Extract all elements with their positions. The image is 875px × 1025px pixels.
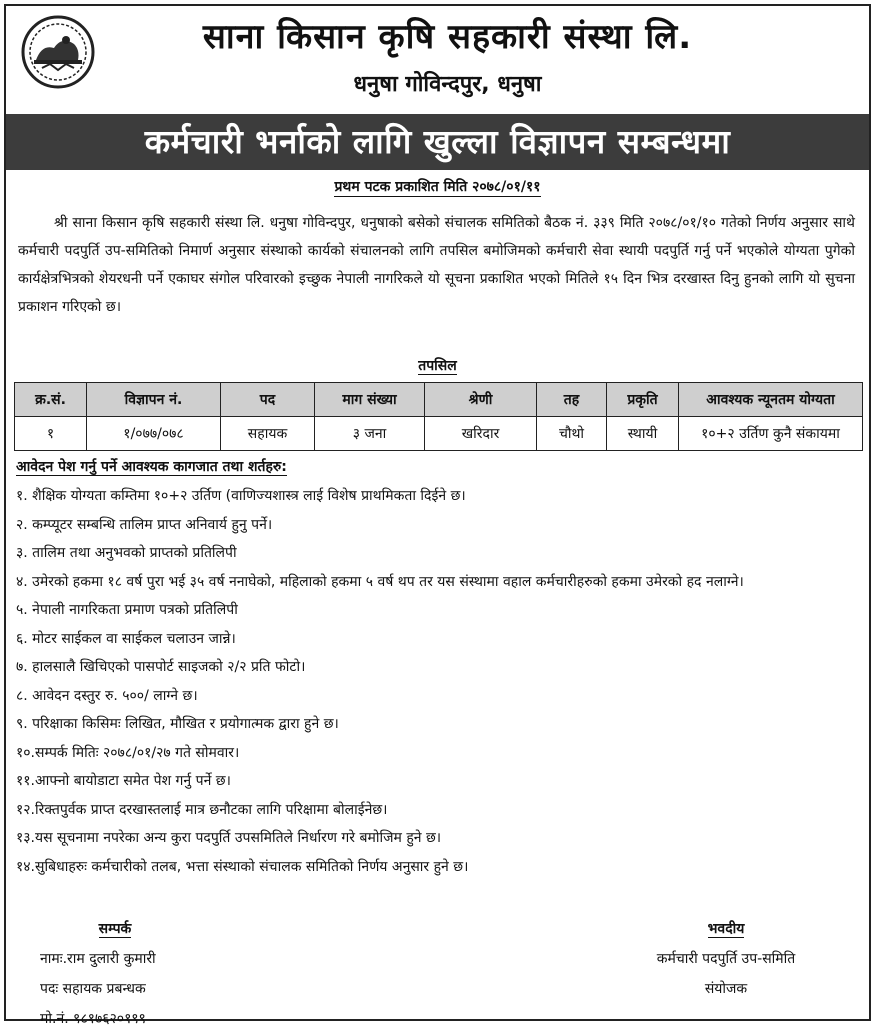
signoff-role: संयोजक [704, 981, 748, 997]
contact-post: पदः सहायक प्रबन्धक [40, 981, 146, 997]
cell-ad-number: १/०७७/०७८ [87, 417, 221, 451]
col-category: श्रेणी [425, 383, 537, 417]
col-ad-number: विज्ञापन नं. [87, 383, 221, 417]
header [6, 6, 869, 112]
intro-paragraph: श्री साना किसान कृषि सहकारी संस्था लि. धनुषा गोविन्दपुर, धनुषाको बसेको संचालक समितिको बैठक नं. ३३९ मिति २०७८/०१/१० गतेको निर्णय अनुसार साथे कर्मचारी पदपुर्ति उप-समितिको निमार्ण अनुसार संस्थाको कार्यको संचालनको लागि तपसिल बमोजिमको कर्मचारी सेवा स्थायी पदपुर्ति गर्नु पर्ने भएकोले योग्यता पुगेको कार्यक्षेत्रभित्रको शेयरधनी पर्ने एकाघर संगोल परिवारको इच्छुक नेपाली नागरिकले यो सूचना प्रकाशित भएको मितिले १५ दिन भित्र दरखास्त दिनु हुनको लागि यो सुचना प्रकाशन गरिएको छ। [18, 215, 855, 315]
notice-page [4, 4, 871, 1025]
contact-phone: मो.नं. ९८१७६२०१९९ [40, 1011, 146, 1025]
col-serial: क्र.सं. [15, 383, 87, 417]
col-post: पद [221, 383, 315, 417]
list-item: ३. तालिम तथा अनुभवको प्राप्तको प्रतिलिपी [16, 545, 237, 561]
cell-serial: १ [15, 417, 87, 451]
col-qualification: आवश्यक न्यूनतम योग्यता [679, 383, 863, 417]
organization-name: साना किसान कृषि सहकारी संस्था लि. [202, 17, 693, 57]
table-row [15, 417, 863, 451]
list-item: ५. नेपाली नागरिकता प्रमाण पत्रको प्रतिलिपी [16, 602, 238, 618]
vacancy-table [14, 382, 863, 451]
signoff-heading: भवदीय [707, 921, 745, 937]
list-item: ४. उमेरको हकमा १८ वर्ष पुरा भई ३५ वर्ष ननाघेको, महिलाको हकमा ५ वर्ष थप तर यस संस्थामा वहाल कर्मचारीहरुको हकमा उमेरको हद नलाग्ने। [16, 573, 744, 590]
list-item: १३.यस सूचनामा नपरेका अन्य कुरा पदपुर्ति उपसमितिले निर्धारण गरे बमोजिम हुने छ। [16, 830, 442, 846]
cell-demand: ३ जना [315, 417, 425, 451]
contact-heading: सम्पर्क [98, 921, 132, 937]
list-item: ७. हालसालै खिचिएको पासपोर्ट साइजको २/२ प्रति फोटो। [16, 659, 306, 675]
cell-level: चौथो [537, 417, 607, 451]
cell-post: सहायक [221, 417, 315, 451]
table-caption: तपसिल [418, 358, 457, 374]
cell-category: खरिदार [425, 417, 537, 451]
list-item: १४.सुबिधाहरुः कर्मचारीको तलब, भत्ता संस्थाको संचालक समितिको निर्णय अनुसार हुने छ। [16, 858, 469, 875]
list-item: १२.रिक्तपुर्वक प्राप्त दरखास्तलाई मात्र छनौटका लागि परिक्षामा बोलाईनेछ। [16, 801, 388, 818]
list-item: ६. मोटर साईकल वा साईकल चलाउन जान्ने। [16, 630, 236, 647]
cell-qualification: १०+२ उर्तिण कुनै संकायमा [679, 417, 863, 451]
list-item: १. शैक्षिक योग्यता कम्तिमा १०+२ उर्तिण (वाणिज्यशास्त्र लाई विशेष प्राथमिकता दिईने छ। [16, 488, 466, 504]
notice-title-banner: कर्मचारी भर्नाको लागि खुल्ला विज्ञापन सम्बन्धमा [6, 114, 869, 170]
list-item: १०.सम्पर्क मितिः २०७८/०१/२७ गते सोमवार। [16, 744, 240, 761]
contact-name: नामः.राम दुलारी कुमारी [40, 951, 156, 967]
organization-address: धनुषा गोविन्दपुर, धनुषा [353, 72, 542, 97]
col-nature: प्रकृति [607, 383, 679, 417]
requirements-heading: आवेदन पेश गर्नु पर्ने आवश्यक कागजात तथा शर्तहरु: [16, 459, 287, 475]
list-item: २. कम्प्यूटर सम्बन्धि तालिम प्राप्त अनिवार्य हुनु पर्ने। [16, 516, 273, 533]
requirements-list [16, 482, 855, 881]
signoff-block [616, 914, 836, 1004]
list-item: ११.आफ्नो बायोडाटा समेत पेश गर्नु पर्ने छ। [16, 773, 231, 789]
contact-block [40, 914, 190, 1025]
list-item: ९. परिक्षाका किसिमः लिखित, मौखित र प्रयोगात्मक द्वारा हुने छ। [16, 716, 339, 732]
list-item: ८. आवेदन दस्तुर रु. ५००/ लाग्ने छ। [16, 687, 198, 704]
published-date: प्रथम पटक प्रकाशित मिति २०७८/०१/११ [334, 179, 541, 195]
cell-nature: स्थायी [607, 417, 679, 451]
col-level: तह [537, 383, 607, 417]
table-header-row [15, 383, 863, 417]
signoff-committee: कर्मचारी पदपुर्ति उप-समिति [656, 951, 796, 967]
col-demand: माग संख्या [315, 383, 425, 417]
